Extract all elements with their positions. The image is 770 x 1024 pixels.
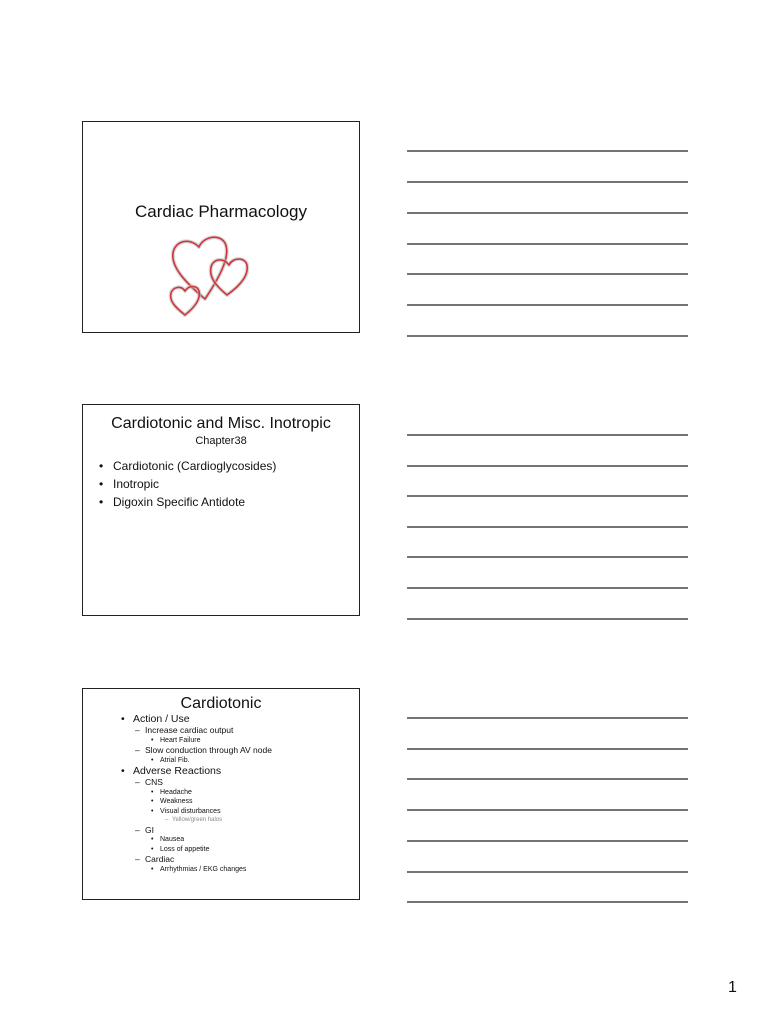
notes-lines-slide-1	[407, 151, 688, 336]
slide-2-bullets	[99, 457, 276, 511]
slide-2	[82, 404, 360, 616]
slide-3	[82, 688, 360, 900]
bullet-item: • Inotropic	[99, 477, 160, 491]
outline-item: – CNS	[135, 777, 163, 787]
slide-3-title: Cardiotonic	[180, 695, 262, 712]
bullet-item: • Digoxin Specific Antidote	[99, 495, 246, 509]
slide-2-subtitle: Chapter38	[195, 435, 247, 447]
bullet-item: • Cardiotonic (Cardioglycosides)	[99, 459, 277, 473]
notes-lines-slide-3	[407, 718, 688, 902]
outline-item: • Nausea	[151, 836, 185, 843]
outline-item: – Cardiac	[135, 854, 175, 864]
outline-item: – Increase cardiac output	[135, 725, 234, 735]
outline-item: • Action / Use	[121, 713, 190, 725]
outline-item: – Yellow/green halos	[165, 817, 223, 823]
hearts-illustration	[165, 227, 265, 317]
notes-lines-slide-2	[407, 435, 688, 619]
slide-3-outline	[121, 713, 272, 874]
outline-item: – GI	[135, 824, 154, 835]
outline-item: – Slow conduction through AV node	[135, 745, 272, 755]
slide-1-title: Cardiac Pharmacology	[135, 202, 307, 221]
page-number: 1	[728, 979, 737, 996]
outline-item: • Weakness	[151, 798, 193, 805]
outline-item: • Atrial Fib.	[151, 756, 190, 764]
outline-item: • Arrhythmias / EKG changes	[151, 865, 247, 873]
outline-item: • Headache	[151, 788, 192, 796]
slide-2-title: Cardiotonic and Misc. Inotropic	[111, 415, 331, 432]
outline-item: • Adverse Reactions	[121, 765, 222, 777]
outline-item: • Loss of appetite	[151, 845, 210, 853]
outline-item: • Visual disturbances	[151, 807, 221, 815]
slide-1	[82, 121, 360, 333]
outline-item: • Heart Failure	[151, 736, 201, 744]
